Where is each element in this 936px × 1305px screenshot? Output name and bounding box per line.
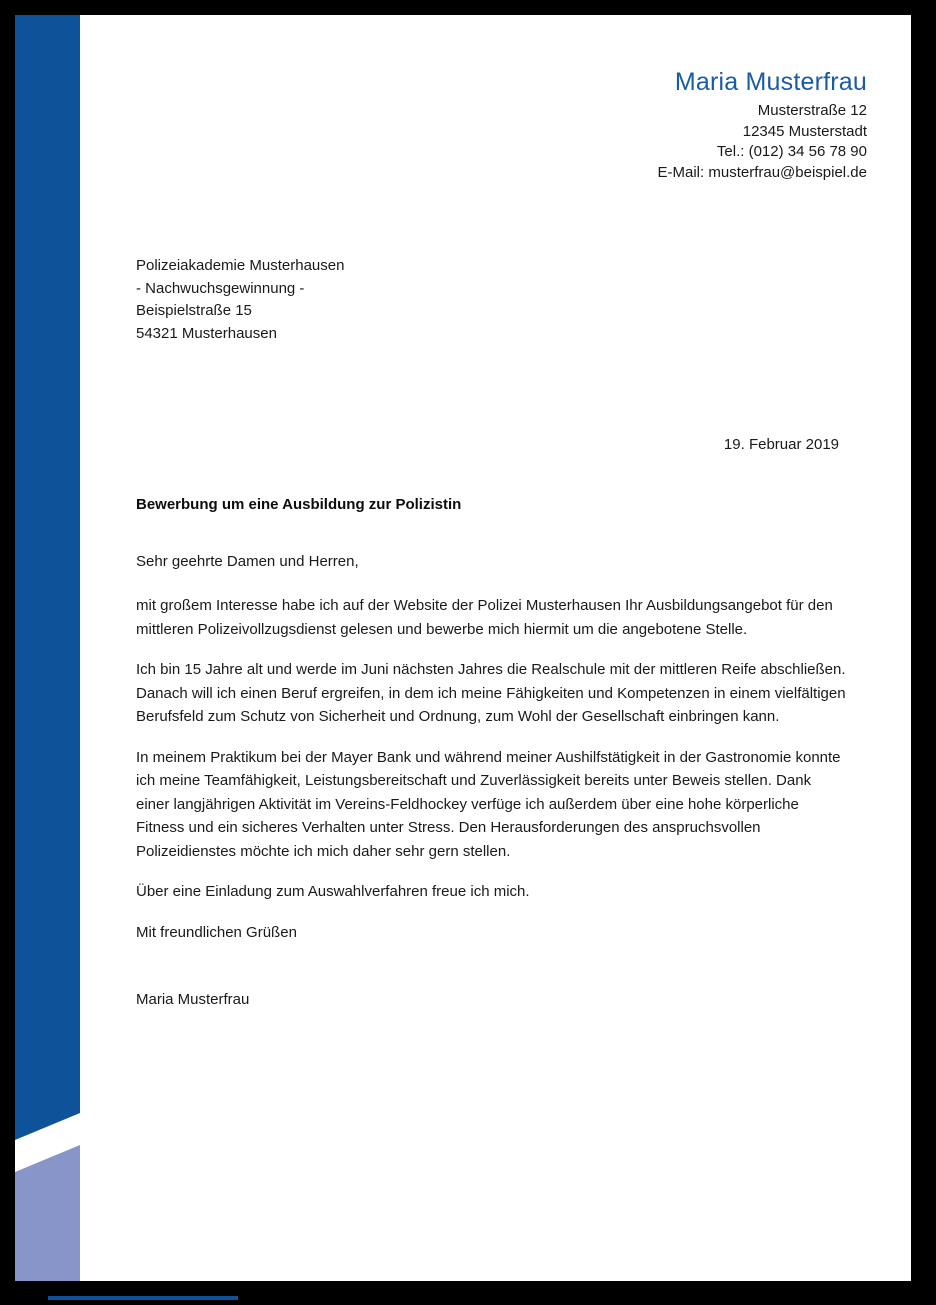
- recipient-address-block: [136, 255, 344, 345]
- sender-name: Maria Musterfrau: [674, 68, 867, 96]
- decorative-side-rail: [15, 15, 80, 1281]
- letter-body: [136, 551, 846, 1012]
- sender-email: E-Mail: musterfrau@beispiel.de: [657, 163, 867, 181]
- letter-paragraph-2: Ich bin 15 Jahre alt und werde im Juni nächsten Jahres die Realschule mit der mittleren Reife abschließen. Danach will ich einen Beruf ergreifen, in dem ich meine Fähigkeiten und Kompetenzen in einem vielfältigen Berufsfeld zum Schutz von Sicherheit und Ordnung, zum Wohl der Gesellschaft einbringen kann.: [136, 661, 846, 725]
- recipient-department: - Nachwuchsgewinnung -: [136, 279, 305, 297]
- letter-content: [121, 15, 867, 1281]
- rail-periwinkle-shape: [15, 1145, 80, 1281]
- sender-street: Musterstraße 12: [757, 102, 867, 119]
- letter-subject: Bewerbung um eine Ausbildung zur Polizistin: [136, 496, 462, 513]
- rail-dark-blue-shape: [15, 15, 80, 1140]
- letter-signature: Maria Musterfrau: [136, 991, 250, 1008]
- letter-date: 19. Februar 2019: [723, 436, 839, 453]
- letter-page: [15, 15, 911, 1281]
- sender-city: 12345 Musterstadt: [742, 122, 867, 140]
- letter-salutation: Sehr geehrte Damen und Herren,: [136, 553, 359, 570]
- recipient-city: 54321 Musterhausen: [136, 324, 277, 342]
- sender-block: [121, 67, 867, 183]
- side-rail-graphic: [15, 15, 80, 1281]
- recipient-street: Beispielstraße 15: [136, 302, 252, 319]
- letter-paragraph-4: Über eine Einladung zum Auswahlverfahren freue ich mich.: [136, 883, 530, 900]
- sender-phone: Tel.: (012) 34 56 78 90: [716, 143, 867, 160]
- letter-closing: Mit freundlichen Grüßen: [136, 923, 297, 941]
- next-page-edge-sliver: [48, 1296, 238, 1300]
- letter-paragraph-3: In meinem Praktikum bei der Mayer Bank und während meiner Aushilfstätigkeit in der Gastronomie konnte ich meine Teamfähigkeit, Leistungsbereitschaft und Zuverlässigkeit bereits unter Beweis stellen. Dank einer langjährigen Aktivität im Vereins-Feldhockey verfüge ich außerdem über eine hohe körperliche Fitness und ein sicheres Verhalten unter Stress. Den Herausforderungen des anspruchsvollen Polizeidienstes möchte ich mich daher sehr gern stellen.: [136, 748, 841, 860]
- letter-paragraph-1: mit großem Interesse habe ich auf der Website der Polizei Musterhausen Ihr Ausbildungsangebot für den mittleren Polizeivollzugsdienst gelesen und bewerbe mich hiermit um die angebotene Stelle.: [136, 597, 833, 638]
- recipient-organization: Polizeiakademie Musterhausen: [136, 257, 345, 274]
